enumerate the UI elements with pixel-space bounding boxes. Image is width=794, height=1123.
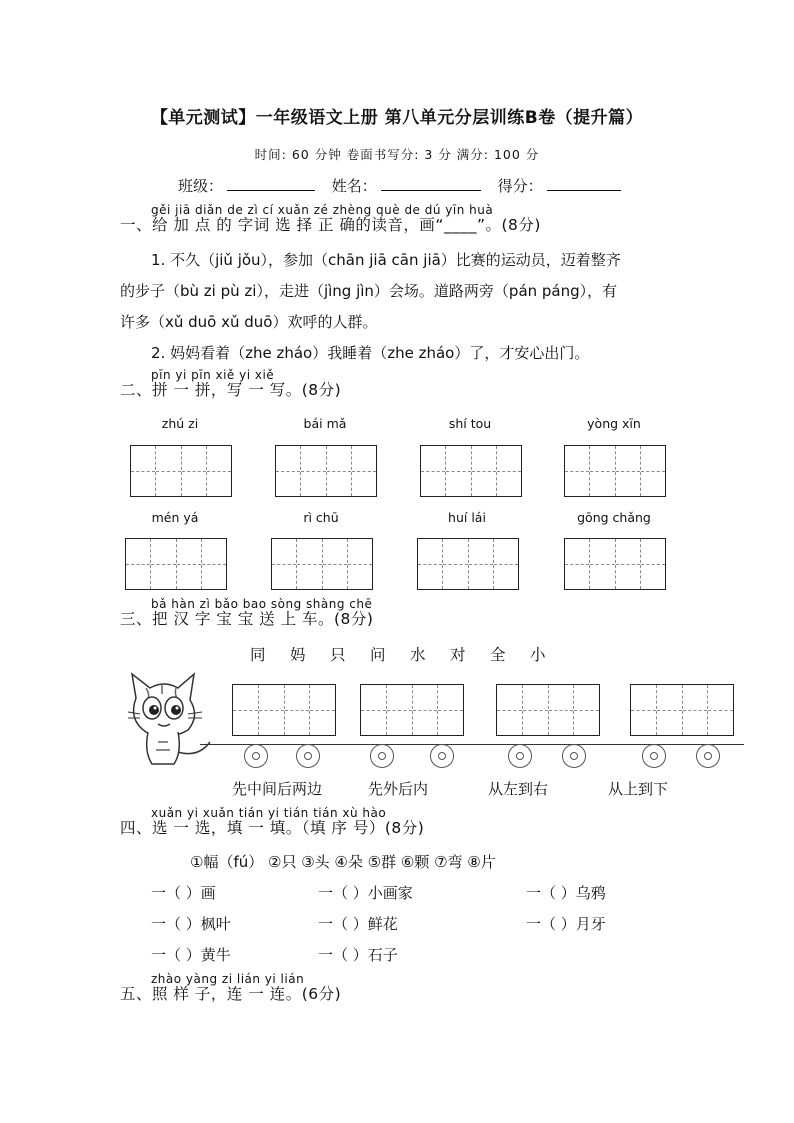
writing-box[interactable] xyxy=(420,445,522,497)
hanzi-char: 水 xyxy=(410,646,426,664)
writing-box[interactable] xyxy=(275,445,377,497)
q1-line3: 许多（xǔ duō xǔ duō）欢呼的人群。 xyxy=(120,313,378,331)
wheel-icon xyxy=(296,744,320,768)
fill-blank-item[interactable]: 一（ ）画 xyxy=(151,884,216,902)
student-info-row xyxy=(178,175,625,196)
pinyin-label: gōng chǎng xyxy=(577,510,651,525)
class-label: 班级： xyxy=(178,177,224,195)
fill-blank-item[interactable]: 一（ ）鲜花 xyxy=(318,915,398,933)
wheel-icon xyxy=(430,744,454,768)
section2-pinyin: pīn yi pīn xiě yi xiě xyxy=(151,368,275,382)
hanzi-char: 只 xyxy=(330,646,346,664)
train-car-box[interactable] xyxy=(630,684,734,736)
writing-box[interactable] xyxy=(564,538,666,590)
q1-line1: 1. 不久（jiǔ jǒu），参加（chān jiā cān jiā）比赛的运动员，迈着整齐 xyxy=(151,251,621,269)
fill-blank-item[interactable]: 一（ ）乌鸦 xyxy=(526,884,606,902)
hanzi-char: 小 xyxy=(530,646,546,664)
section5-pinyin: zhào yàng zi lián yi lián xyxy=(151,972,305,986)
wheel-icon xyxy=(562,744,586,768)
name-label: 姓名： xyxy=(331,177,377,195)
hanzi-char: 问 xyxy=(370,646,386,664)
writing-box[interactable] xyxy=(125,538,227,590)
train-car-box[interactable] xyxy=(360,684,464,736)
writing-box[interactable] xyxy=(271,538,373,590)
fill-blank-item[interactable]: 一（ ）月牙 xyxy=(526,915,606,933)
wheel-icon xyxy=(696,744,720,768)
pinyin-label: shí tou xyxy=(448,416,492,431)
section4-pinyin: xuǎn yi xuǎn tián yi tián tián xù hào xyxy=(151,806,387,820)
pinyin-label: zhú zi xyxy=(161,416,199,431)
wheel-icon xyxy=(508,744,532,768)
fill-blank-item[interactable]: 一（ ）石子 xyxy=(318,946,398,964)
writing-box[interactable] xyxy=(417,538,519,590)
train-track xyxy=(200,744,744,745)
measure-word-options: ①幅（fú） ②只 ③头 ④朵 ⑤群 ⑥颗 ⑦弯 ⑧片 xyxy=(190,853,496,871)
class-blank[interactable] xyxy=(227,176,315,191)
wheel-icon xyxy=(642,744,666,768)
section1-heading: 一、给 加 点 的 字词 选 择 正 确的读音，画“____”。(8分) xyxy=(120,216,541,234)
pinyin-label: yòng xīn xyxy=(587,416,641,431)
section2-heading: 二、拼 一 拼，写 一 写。(8分) xyxy=(120,381,342,399)
section4-heading: 四、选 一 选，填 一 填。（填 序 号）(8分) xyxy=(120,819,425,837)
name-blank[interactable] xyxy=(381,176,481,191)
pinyin-label: mén yá xyxy=(151,510,199,525)
cat-illustration xyxy=(118,668,218,768)
exam-subtitle: 时间: 60 分钟 卷面书写分: 3 分 满分: 100 分 xyxy=(254,147,540,162)
car-label: 从左到右 xyxy=(488,780,549,798)
section3-pinyin: bǎ hàn zì bǎo bao sòng shàng chē xyxy=(151,597,373,611)
q1-line2: 的步子（bù zi pù zi），走进（jìng jìn）会场。道路两旁（pán páng），有 xyxy=(120,282,618,300)
hanzi-char: 对 xyxy=(450,646,466,664)
section1-pinyin: gěi jiā diǎn de zì cí xuǎn zé zhèng què de dú yīn huà xyxy=(151,203,494,217)
writing-box[interactable] xyxy=(564,445,666,497)
pinyin-label: rì chū xyxy=(303,510,339,525)
hanzi-char: 同 xyxy=(250,646,266,664)
car-label: 先中间后两边 xyxy=(232,780,323,798)
hanzi-char: 妈 xyxy=(290,646,306,664)
writing-box[interactable] xyxy=(130,445,232,497)
page-title: 【单元测试】一年级语文上册 第八单元分层训练B卷（提升篇） xyxy=(150,108,644,128)
car-label: 先外后内 xyxy=(368,780,429,798)
pinyin-label: huí lái xyxy=(448,510,486,525)
q2-line: 2. 妈妈看着（zhe zháo）我睡着（zhe zháo）了，才安心出门。 xyxy=(151,344,590,362)
train-car-box[interactable] xyxy=(496,684,600,736)
score-label: 得分： xyxy=(497,177,543,195)
hanzi-char: 全 xyxy=(490,646,506,664)
fill-blank-item[interactable]: 一（ ）小画家 xyxy=(318,884,413,902)
train-car-box[interactable] xyxy=(232,684,336,736)
car-label: 从上到下 xyxy=(608,780,669,798)
section5-heading: 五、照 样 子，连 一 连。(6分) xyxy=(120,985,342,1003)
fill-blank-item[interactable]: 一（ ）黄牛 xyxy=(151,946,231,964)
section3-heading: 三、把 汉 字 宝 宝 送 上 车。(8分) xyxy=(120,610,374,628)
wheel-icon xyxy=(370,744,394,768)
fill-blank-item[interactable]: 一（ ）枫叶 xyxy=(151,915,231,933)
score-blank[interactable] xyxy=(547,176,621,191)
wheel-icon xyxy=(244,744,268,768)
pinyin-label: bái mǎ xyxy=(303,416,347,431)
